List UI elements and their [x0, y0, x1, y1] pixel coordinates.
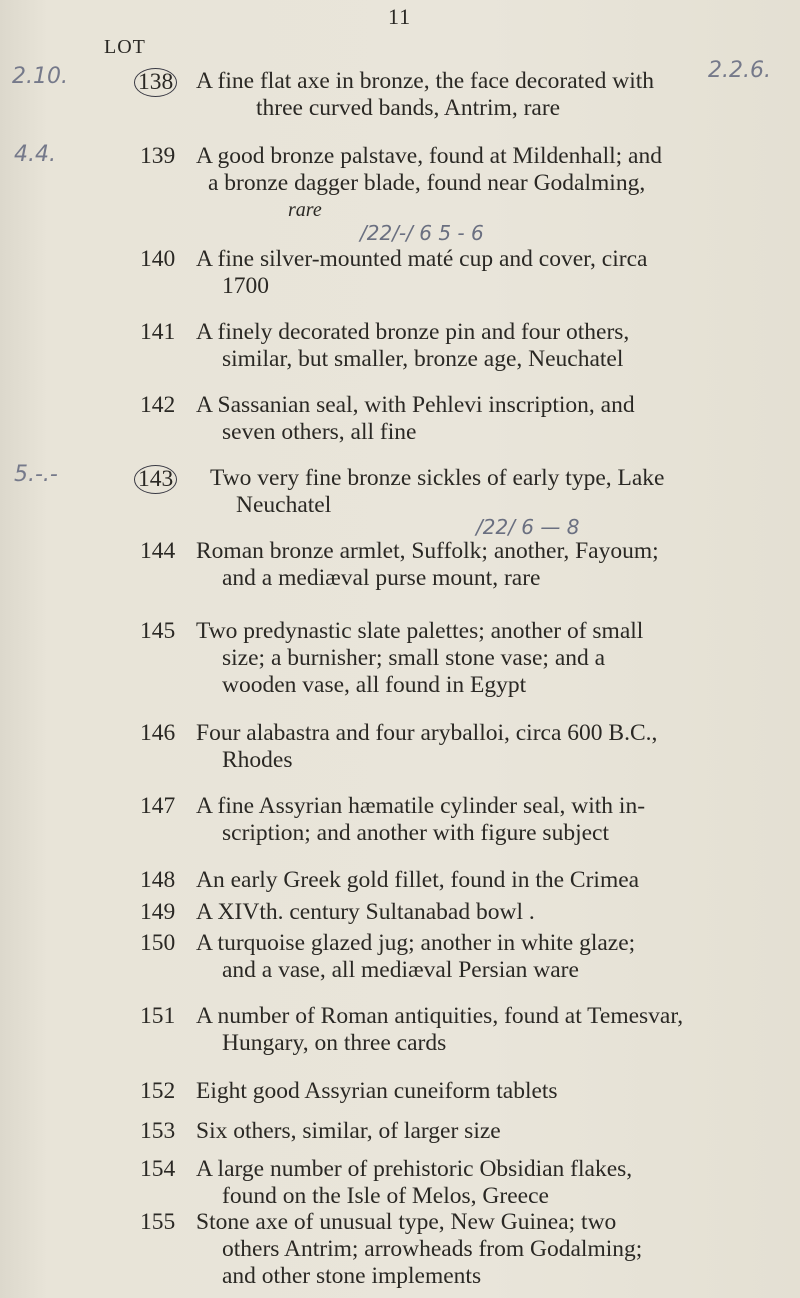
- lot-line: wooden vase, all found in Egypt: [222, 671, 527, 698]
- lot-line: seven others, all fine: [222, 418, 417, 445]
- lot-number: 145: [140, 617, 176, 644]
- lot-description: [196, 1209, 744, 1290]
- lot-description: [196, 793, 744, 847]
- lot-line: Two predynastic slate palettes; another of small: [196, 617, 644, 644]
- lot-description: [196, 246, 744, 300]
- lot-description: [196, 867, 744, 894]
- lot-number: 150: [140, 930, 176, 957]
- lot-number: 154: [140, 1156, 176, 1183]
- lot-description: [196, 143, 744, 224]
- lot-description: [196, 618, 744, 699]
- lot-line: others Antrim; arrowheads from Godalming;: [222, 1236, 643, 1262]
- lot-number: 153: [140, 1117, 176, 1144]
- lot-line: and a vase, all mediæval Persian ware: [222, 957, 579, 984]
- lot-line: rare: [288, 198, 322, 221]
- lot-line: found on the Isle of Melos, Greece: [222, 1183, 549, 1210]
- lot-line: scription; and another with figure subject: [222, 819, 609, 846]
- lot-description: [196, 930, 744, 984]
- lot-number: 148: [140, 866, 176, 893]
- lot-description: [196, 720, 744, 774]
- left-margin-annotation: 5.-.-: [14, 462, 58, 487]
- lot-number: 141: [140, 318, 176, 345]
- lot-line: three curved bands, Antrim, rare: [256, 95, 561, 121]
- lot-line: A Sassanian seal, with Pehlevi inscription, and: [196, 391, 635, 418]
- lot-description: [196, 538, 744, 592]
- lot-description: [196, 1156, 744, 1210]
- lot-number: 152: [140, 1078, 176, 1105]
- page-number: 11: [388, 4, 412, 29]
- lot-line: a bronze dagger blade, found near Godalming,: [208, 169, 646, 196]
- lot-line: Six others, similar, of larger size: [196, 1117, 501, 1144]
- lot-number: 147: [140, 792, 176, 819]
- lot-line: A finely decorated bronze pin and four others,: [196, 318, 630, 345]
- lot-number: 138: [134, 68, 177, 97]
- lot-line: A fine Assyrian hæmatile cylinder seal, with in-: [196, 792, 646, 819]
- lot-description: [196, 1078, 744, 1105]
- right-margin-annotation: 2.2.6.: [708, 58, 771, 83]
- lot-line: Hungary, on three cards: [222, 1030, 447, 1057]
- inline-pencil-annotation: /22/-/ 6 5 - 6: [360, 221, 484, 245]
- lot-line: Rhodes: [222, 746, 293, 773]
- lot-line: Stone axe of unusual type, New Guinea; two: [196, 1209, 617, 1235]
- lot-number: 144: [140, 538, 176, 565]
- lot-number: 151: [140, 1003, 176, 1030]
- lot-line: and other stone implements: [222, 1263, 482, 1289]
- lot-line: Two very fine bronze sickles of early type, Lake: [210, 464, 665, 491]
- lot-description: [196, 1003, 744, 1057]
- lot-line: Eight good Assyrian cuneiform tablets: [196, 1078, 558, 1105]
- lot-column-header: LOT: [104, 36, 146, 58]
- inline-pencil-annotation: /22/ 6 — 8: [476, 515, 580, 539]
- lot-description: [196, 899, 744, 926]
- lot-number: 142: [140, 391, 176, 418]
- lot-line: Four alabastra and four aryballoi, circa 600 B.C.,: [196, 719, 658, 746]
- lot-description: [196, 68, 744, 122]
- lot-number: 146: [140, 719, 176, 746]
- lot-line: size; a burnisher; small stone vase; and a: [222, 644, 606, 671]
- lot-number: 155: [140, 1209, 176, 1235]
- lot-number: 139: [140, 142, 176, 169]
- lot-line: Neuchatel: [236, 491, 332, 518]
- lot-number: 140: [140, 245, 176, 272]
- lot-line: 1700: [222, 272, 269, 299]
- lot-line: A turquoise glazed jug; another in white glaze;: [196, 930, 636, 957]
- left-margin-annotation: 4.4.: [14, 142, 56, 167]
- lot-line: and a mediæval purse mount, rare: [222, 565, 541, 592]
- lot-number: 143: [134, 465, 177, 494]
- lot-line: A good bronze palstave, found at Mildenhall; and: [196, 142, 662, 169]
- left-margin-annotation: 2.10.: [12, 64, 68, 89]
- lot-description: [196, 1118, 744, 1145]
- lot-number: 149: [140, 898, 176, 925]
- lot-line: A number of Roman antiquities, found at Temesvar,: [196, 1003, 684, 1030]
- lot-line: Roman bronze armlet, Suffolk; another, Fayoum;: [196, 538, 659, 565]
- lot-description: [196, 319, 744, 373]
- lot-description: [196, 465, 744, 519]
- lot-line: An early Greek gold fillet, found in the Crimea: [196, 866, 640, 893]
- lot-line: A fine silver-mounted maté cup and cover, circa: [196, 245, 648, 272]
- lot-line: A XIVth. century Sultanabad bowl .: [196, 898, 535, 925]
- lot-line: similar, but smaller, bronze age, Neuchatel: [222, 345, 624, 372]
- lot-description: [196, 392, 744, 446]
- lot-line: A large number of prehistoric Obsidian flakes,: [196, 1156, 633, 1183]
- lot-line: A fine flat axe in bronze, the face decorated with: [196, 68, 655, 94]
